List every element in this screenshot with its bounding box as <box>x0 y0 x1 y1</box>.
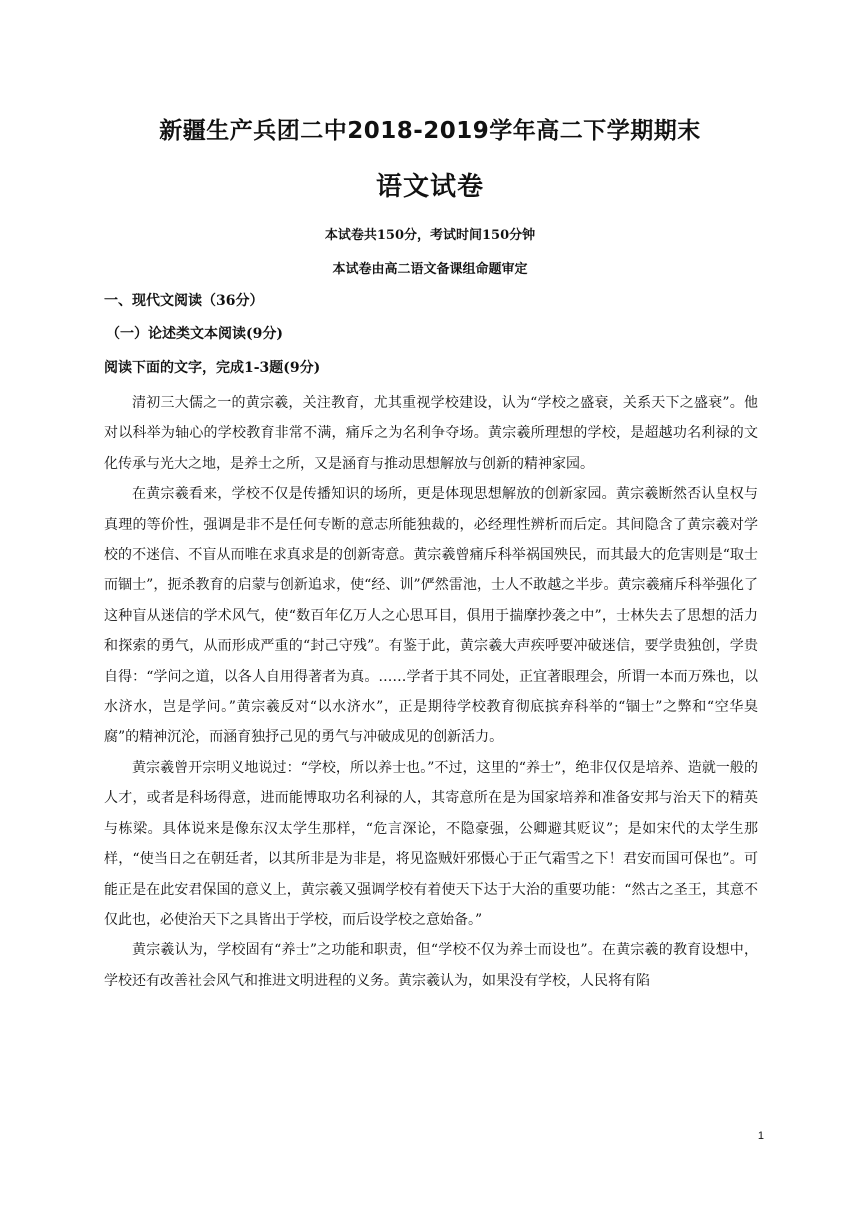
passage <box>104 388 758 996</box>
passage-paragraph: 在黄宗羲看来，学校不仅是传播知识的场所，更是体现思想解放的创新家园。黄宗羲断然否认皇权与真理的等价性，强调是非不是任何专断的意志所能独裁的，必经理性辨析而后定。其间隐含了黄宗羲对学校的不迷信、不盲从而唯在求真求是的创新寄意。黄宗羲曾痛斥科举祸国殃民，而其最大的危害则是“取士而锢士”，扼杀教育的启蒙与创新追求，使“经、训”俨然雷池，士人不敢越之半步。黄宗羲痛斥科举强化了这种盲从迷信的学术风气，使“数百年亿万人之心思耳目，俱用于揣摩抄袭之中”，士林失去了思想的活力和探索的勇气，从而形成严重的“封己守残”。有鉴于此，黄宗羲大声疾呼要冲破迷信，要学贵独创，学贵自得：“学问之道，以各人自用得著者为真。……学者于其不同处，正宜著眼理会，所谓一本而万殊也，以水济水，岂是学问。”黄宗羲反对“以水济水”，正是期待学校教育彻底摈弃科举的“锢士”之弊和“空华臭腐”的精神沉沦，而涵育独抒己见的勇气与冲破成见的创新活力。 <box>104 486 758 746</box>
review-info: 本试卷由高二语文备课组命题审定 <box>332 262 528 277</box>
passage-paragraph: 清初三大儒之一的黄宗羲，关注教育，尤其重视学校建设，认为“学校之盛衰，关系天下之盛衰”。他对以科举为轴心的学校教育非常不满，痛斥之为名利争夺场。黄宗羲所理想的学校，是超越功名利禄的文化传承与光大之地，是养士之所，又是涵育与推动思想解放与创新的精神家园。 <box>104 395 758 472</box>
exam-subtitle: 语文试卷 <box>375 172 484 202</box>
exam-info: 本试卷共150分，考试时间150分钟 <box>324 228 536 243</box>
section-heading: 一、现代文阅读（36分） <box>104 293 264 309</box>
page-number: 1 <box>757 1130 764 1142</box>
subsection-heading: （一）论述类文本阅读(9分) <box>106 326 283 342</box>
exam-title: 新疆生产兵团二中2018-2019学年高二下学期期末 <box>159 118 701 144</box>
passage-paragraph: 黄宗羲曾开宗明义地说过：“学校，所以养士也。”不过，这里的“养士”，绝非仅仅是培养、造就一般的人才，或者是科场得意，进而能博取功名利禄的人，其寄意所在是为国家培养和准备安邦与治天下的精英与栋梁。具体说来是像东汉太学生那样，“危言深论，不隐豪强，公卿避其贬议”；是如宋代的太学生那样，“使当日之在朝廷者，以其所非是为非是，将见盗贼奸邪慑心于正气霜雪之下！君安而国可保也”。可能正是在此安君保国的意义上，黄宗羲又强调学校有着使天下达于大治的重要功能：“然古之圣王，其意不仅此也，必使治天下之具皆出于学校，而后设学校之意始备。” <box>104 759 758 928</box>
passage-paragraph: 黄宗羲认为，学校固有“养士”之功能和职责，但“学校不仅为养士而设也”。在黄宗羲的教育设想中，学校还有改善社会风气和推进文明进程的义务。黄宗羲认为，如果没有学校，人民将有陷 <box>104 942 758 989</box>
reading-instruction: 阅读下面的文字，完成1-3题(9分) <box>104 360 321 376</box>
